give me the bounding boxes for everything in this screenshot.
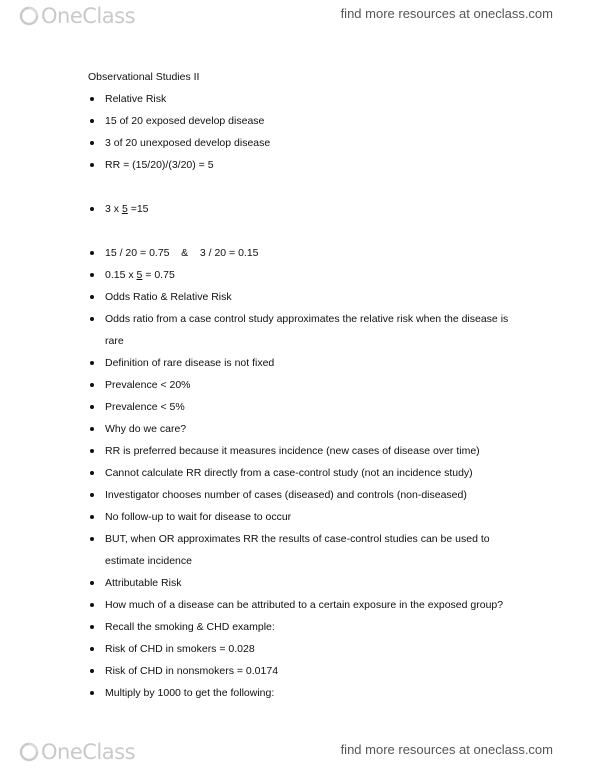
list-item: [88, 352, 528, 374]
bullet-icon: [90, 97, 94, 101]
list-item: [88, 88, 528, 110]
list-item: [88, 308, 528, 352]
document-title: Observational Studies II: [88, 71, 200, 83]
bullet-icon: [90, 669, 94, 673]
bullet-icon: [90, 273, 94, 277]
list-item-text: Cannot calculate RR directly from a case-control study (not an incidence study): [105, 467, 473, 479]
list-item-text: How much of a disease can be attributed to a certain exposure in the exposed group?: [105, 599, 504, 611]
list-item-text: = 0.75: [142, 269, 175, 281]
list-item-text: 0.15 x: [105, 269, 137, 281]
list-item-text: RR = (15/20)/(3/20) = 5: [105, 159, 214, 171]
list-item: [88, 132, 528, 154]
bullet-icon: [90, 317, 94, 321]
list-item: [88, 374, 528, 396]
list-item: [88, 264, 528, 286]
oneclass-logo-icon: [18, 5, 40, 27]
list-item-text: Prevalence < 5%: [105, 401, 185, 413]
list-item-text: 15 / 20 = 0.75 & 3 / 20 = 0.15: [105, 247, 259, 259]
bullet-icon: [90, 537, 94, 541]
page-footer: [0, 736, 595, 770]
list-item-text: No follow-up to wait for disease to occur: [105, 511, 292, 523]
list-item-text: Odds Ratio & Relative Risk: [105, 291, 232, 303]
list-item-text: 3 of 20 unexposed develop disease: [105, 137, 271, 149]
list-item: [88, 286, 528, 308]
logo-text: OneClass: [41, 740, 136, 764]
list-item: [88, 594, 528, 616]
list-item: [88, 110, 528, 132]
bullet-icon: [90, 471, 94, 475]
bullet-icon: [90, 383, 94, 387]
bullet-icon: [90, 295, 94, 299]
list-item: [88, 154, 528, 176]
list-item-text: Prevalence < 20%: [105, 379, 191, 391]
list-item: [88, 660, 528, 682]
list-item-text: 15 of 20 exposed develop disease: [105, 115, 265, 127]
bullet-icon: [90, 207, 94, 211]
list-item: [88, 242, 528, 264]
bullet-icon: [90, 691, 94, 695]
oneclass-logo[interactable]: [18, 740, 135, 764]
list-item: [88, 396, 528, 418]
bullet-icon: [90, 163, 94, 167]
bullet-icon: [90, 405, 94, 409]
list-item: [88, 682, 528, 704]
list-item: [88, 198, 528, 220]
bullet-list: [88, 88, 528, 704]
list-item-text: Multiply by 1000 to get the following:: [105, 687, 275, 699]
list-item: [88, 572, 528, 594]
logo-text: OneClass: [41, 4, 136, 28]
header-resources-link[interactable]: find more resources at oneclass.com: [340, 6, 553, 21]
bullet-icon: [90, 515, 94, 519]
footer-resources-link[interactable]: find more resources at oneclass.com: [340, 742, 553, 757]
list-item-text: 3 x: [105, 203, 122, 215]
list-item-text: Investigator chooses number of cases (diseased) and controls (non-diseased): [105, 489, 467, 501]
list-item-text: Risk of CHD in smokers = 0.028: [105, 643, 255, 655]
page-header: [0, 0, 595, 34]
list-item-text: Recall the smoking & CHD example:: [105, 621, 275, 633]
list-item: [88, 484, 528, 506]
list-item: [88, 440, 528, 462]
bullet-icon: [90, 493, 94, 497]
bullet-icon: [90, 581, 94, 585]
oneclass-logo[interactable]: [18, 4, 135, 28]
bullet-icon: [90, 361, 94, 365]
list-item-text: Odds ratio from a case control study approximates the relative risk when the disease is rare: [105, 313, 509, 347]
list-item-text: BUT, when OR approximates RR the results of case-control studies can be used to estimate incidence: [105, 533, 490, 567]
bullet-icon: [90, 647, 94, 651]
bullet-icon: [90, 251, 94, 255]
bullet-icon: [90, 625, 94, 629]
list-item: [88, 506, 528, 528]
oneclass-logo-icon: [18, 741, 40, 763]
list-item-text: Attributable Risk: [105, 577, 182, 589]
document-body: [88, 66, 528, 704]
bullet-icon: [90, 603, 94, 607]
bullet-icon: [90, 141, 94, 145]
list-item: [88, 638, 528, 660]
bullet-icon: [90, 427, 94, 431]
bullet-icon: [90, 119, 94, 123]
list-item-text: RR is preferred because it measures incidence (new cases of disease over time): [105, 445, 480, 457]
underlined-value: 5: [136, 269, 143, 281]
list-item: [88, 462, 528, 484]
list-item-text: =15: [127, 203, 149, 215]
underlined-value: 5: [121, 203, 128, 215]
list-item-text: Definition of rare disease is not fixed: [105, 357, 275, 369]
list-item-text: Relative Risk: [105, 93, 167, 105]
list-item: [88, 528, 528, 572]
list-item: [88, 418, 528, 440]
list-item-text: Why do we care?: [105, 423, 187, 435]
list-item: [88, 616, 528, 638]
list-item-text: Risk of CHD in nonsmokers = 0.0174: [105, 665, 279, 677]
bullet-icon: [90, 449, 94, 453]
